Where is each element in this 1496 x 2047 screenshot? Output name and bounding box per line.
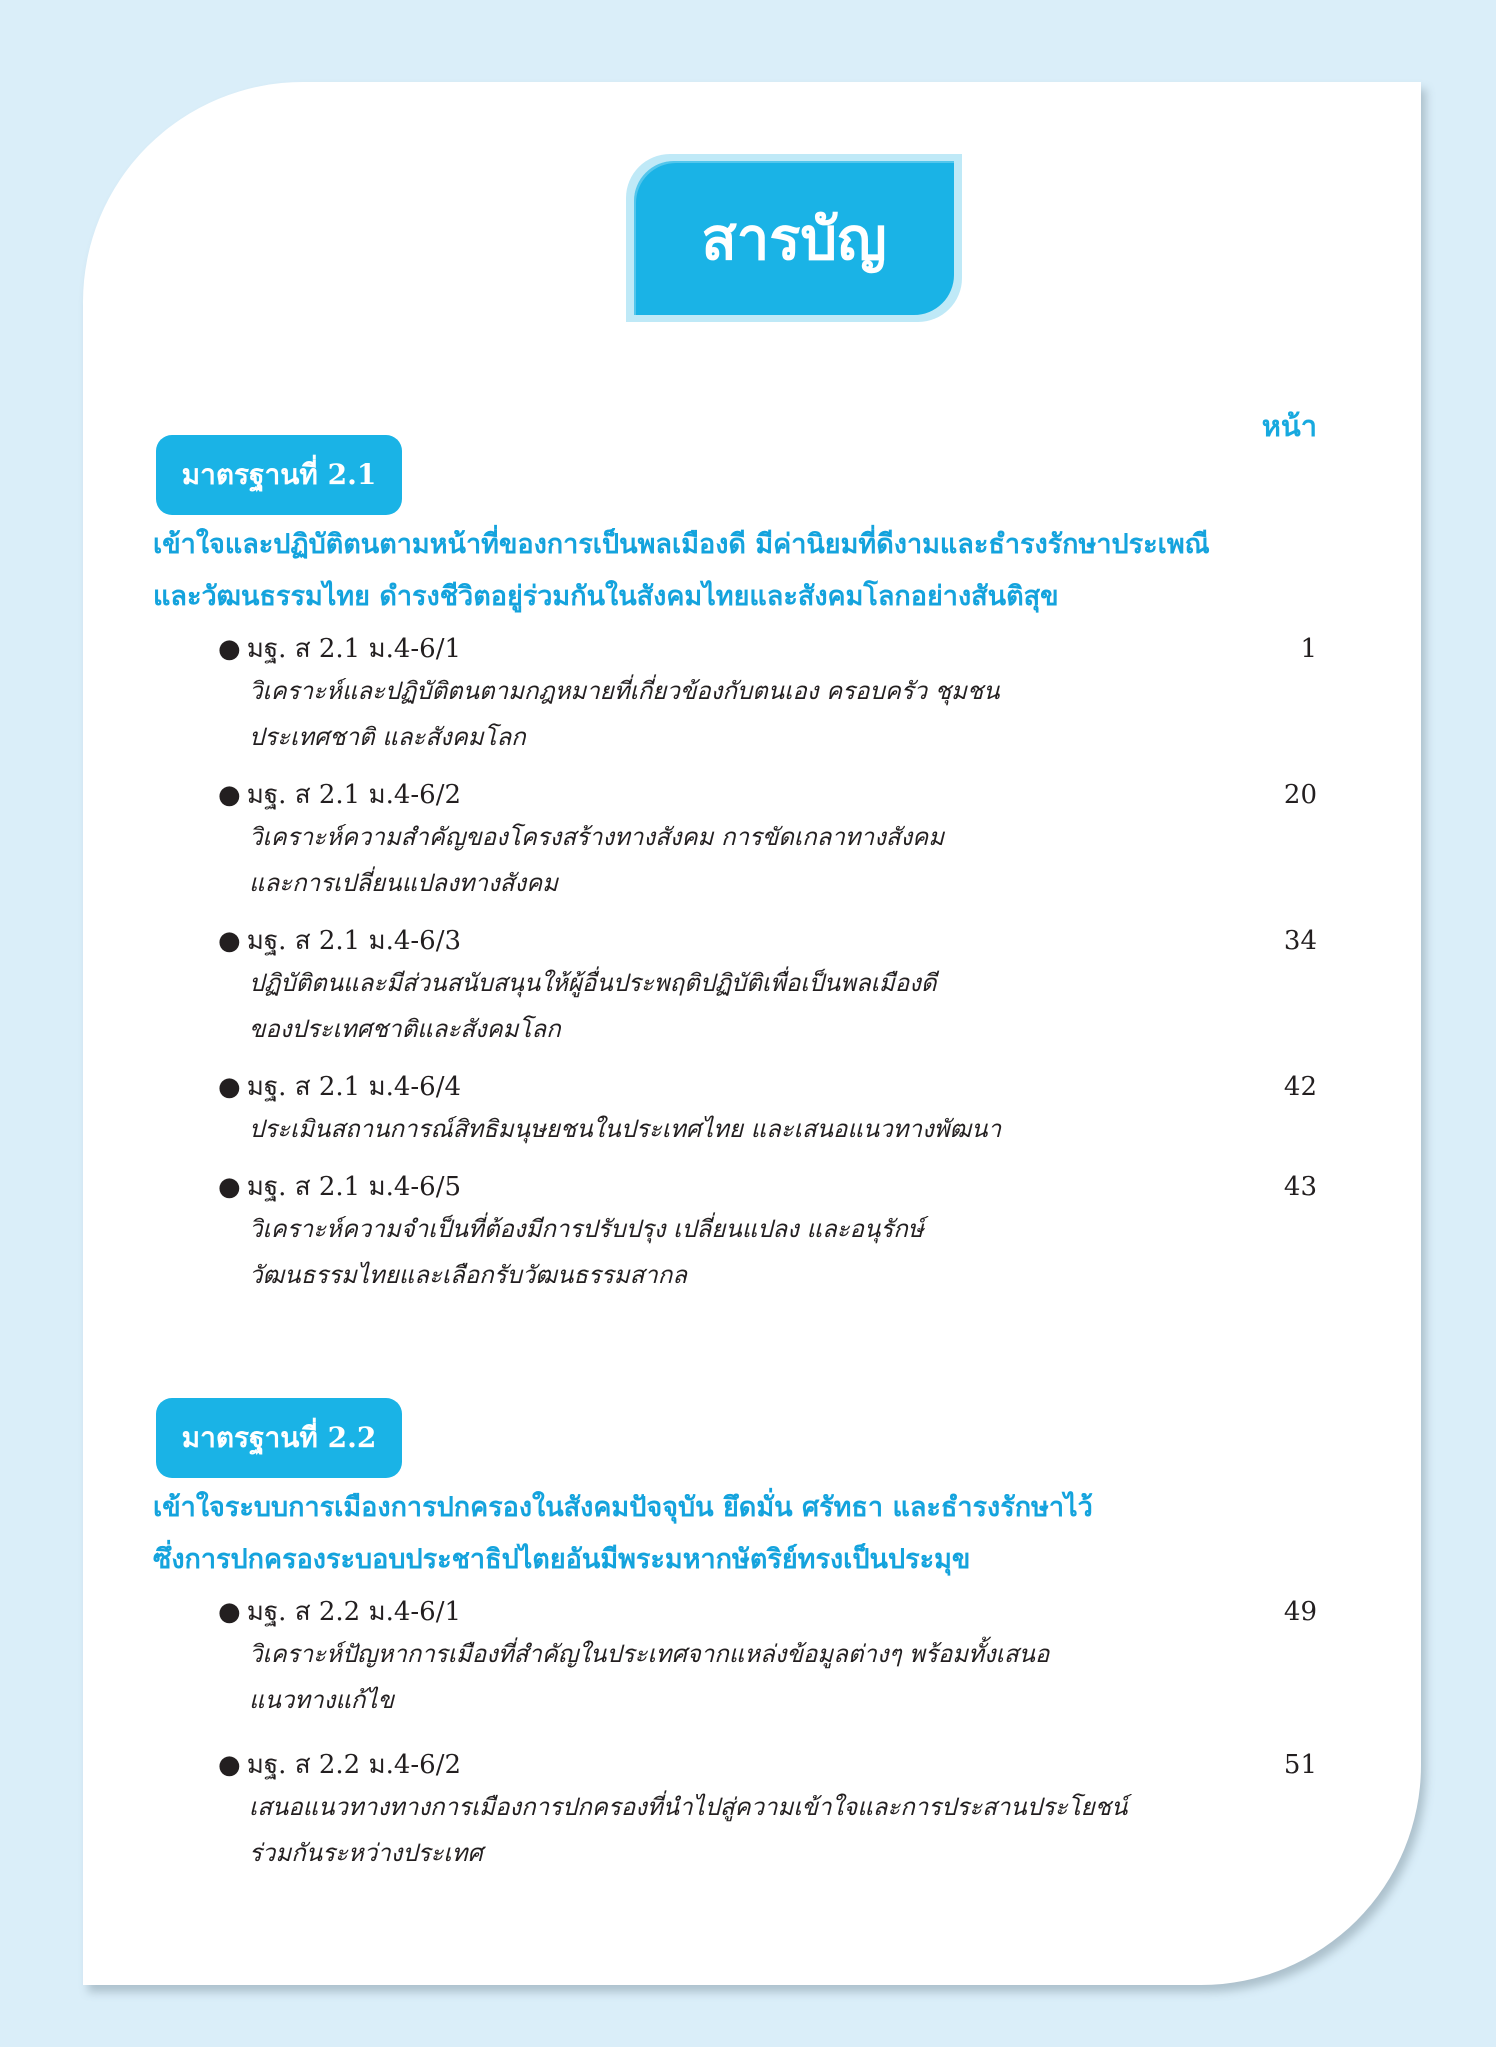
indicator-description-line: ประเทศชาติ และสังคมโลก <box>249 723 526 751</box>
standard-badge: มาตรฐานที่ 2.1 <box>156 435 402 515</box>
indicator-description <box>249 1106 1149 1152</box>
page-number: 49 <box>1283 1597 1317 1627</box>
indicator-item[interactable] <box>218 1168 1317 1298</box>
indicator-description <box>249 1206 1149 1298</box>
standard-badge: มาตรฐานที่ 2.2 <box>156 1398 402 1478</box>
indicator-code: มฐ. ส 2.1 ม.4-6/5 <box>246 1172 462 1202</box>
standard-description <box>153 1482 1293 1586</box>
page-number: 51 <box>1283 1750 1317 1780</box>
indicator-description-line: แนวทางแก้ไข <box>249 1686 394 1714</box>
indicator-code: มฐ. ส 2.2 ม.4-6/1 <box>246 1597 462 1627</box>
indicator-description <box>249 668 1149 760</box>
bullet-icon: ● <box>218 780 241 810</box>
bullet-icon: ● <box>218 1597 241 1627</box>
standard-description-line: ซึ่งการปกครองระบอบประชาธิปไตยอันมีพระมหากษัตริย์ทรงเป็นประมุข <box>153 1544 971 1575</box>
indicator-description-line: วิเคราะห์ความสำคัญของโครงสร้างทางสังคม การขัดเกลาทางสังคม <box>249 823 945 851</box>
indicator-description-line: ปฏิบัติตนและมีส่วนสนับสนุนให้ผู้อื่นประพฤติปฏิบัติเพื่อเป็นพลเมืองดี <box>249 969 937 997</box>
indicator-description-line: และการเปลี่ยนแปลงทางสังคม <box>249 869 558 897</box>
bullet-icon: ● <box>218 1750 241 1780</box>
page-number: 20 <box>1283 780 1317 810</box>
indicator-code: มฐ. ส 2.1 ม.4-6/2 <box>246 780 462 810</box>
indicator-description-line: ประเมินสถานการณ์สิทธิมนุษยชนในประเทศไทย และเสนอแนวทางพัฒนา <box>249 1115 1002 1143</box>
content-card <box>83 82 1421 1985</box>
title-frame <box>626 154 962 322</box>
standard-description-line: และวัฒนธรรมไทย ดำรงชีวิตอยู่ร่วมกันในสังคมไทยและสังคมโลกอย่างสันติสุข <box>153 581 1059 612</box>
bullet-icon: ● <box>218 1072 241 1102</box>
page-number: 43 <box>1283 1172 1317 1202</box>
indicator-code: มฐ. ส 2.1 ม.4-6/4 <box>246 1072 462 1102</box>
page-number: 42 <box>1283 1072 1317 1102</box>
standard-description-line: เข้าใจและปฏิบัติตนตามหน้าที่ของการเป็นพลเมืองดี มีค่านิยมที่ดีงามและธำรงรักษาประเพณี <box>153 529 1210 560</box>
indicator-item[interactable] <box>218 630 1317 760</box>
indicator-item[interactable] <box>218 1068 1317 1152</box>
indicator-description-line: วิเคราะห์ปัญหาการเมืองที่สำคัญในประเทศจากแหล่งข้อมูลต่างๆ พร้อมทั้งเสนอ <box>249 1640 1050 1668</box>
indicator-item[interactable] <box>218 1593 1317 1723</box>
indicator-description <box>249 1784 1149 1876</box>
standard-description <box>153 519 1293 623</box>
bullet-icon: ● <box>218 1172 241 1202</box>
indicator-item[interactable] <box>218 776 1317 906</box>
indicator-description-line: วิเคราะห์และปฏิบัติตนตามกฎหมายที่เกี่ยวข้องกับตนเอง ครอบครัว ชุมชน <box>249 677 1000 705</box>
indicator-description-line: ของประเทศชาติและสังคมโลก <box>249 1015 561 1043</box>
standard-description-line: เข้าใจระบบการเมืองการปกครองในสังคมปัจจุบัน ยึดมั่น ศรัทธา และธำรงรักษาไว้ <box>153 1492 1093 1523</box>
page-number: 1 <box>1300 634 1317 664</box>
page-title: สารบัญ <box>634 161 954 315</box>
indicator-item[interactable] <box>218 922 1317 1052</box>
indicator-description <box>249 960 1149 1052</box>
indicator-description-line: วิเคราะห์ความจำเป็นที่ต้องมีการปรับปรุง เปลี่ยนแปลง และอนุรักษ์ <box>249 1215 924 1243</box>
page-column-header: หน้า <box>1261 409 1317 443</box>
page-number: 34 <box>1283 926 1317 956</box>
indicator-code: มฐ. ส 2.1 ม.4-6/1 <box>246 634 462 664</box>
indicator-code: มฐ. ส 2.1 ม.4-6/3 <box>246 926 462 956</box>
indicator-item[interactable] <box>218 1746 1317 1876</box>
bullet-icon: ● <box>218 926 241 956</box>
indicator-code: มฐ. ส 2.2 ม.4-6/2 <box>246 1750 462 1780</box>
indicator-description-line: ร่วมกันระหว่างประเทศ <box>249 1839 483 1867</box>
indicator-description <box>249 814 1149 906</box>
indicator-description-line: วัฒนธรรมไทยและเลือกรับวัฒนธรรมสากล <box>249 1261 687 1289</box>
bullet-icon: ● <box>218 634 241 664</box>
indicator-description <box>249 1631 1149 1723</box>
indicator-description-line: เสนอแนวทางทางการเมืองการปกครองที่นำไปสู่ความเข้าใจและการประสานประโยชน์ <box>249 1793 1128 1821</box>
